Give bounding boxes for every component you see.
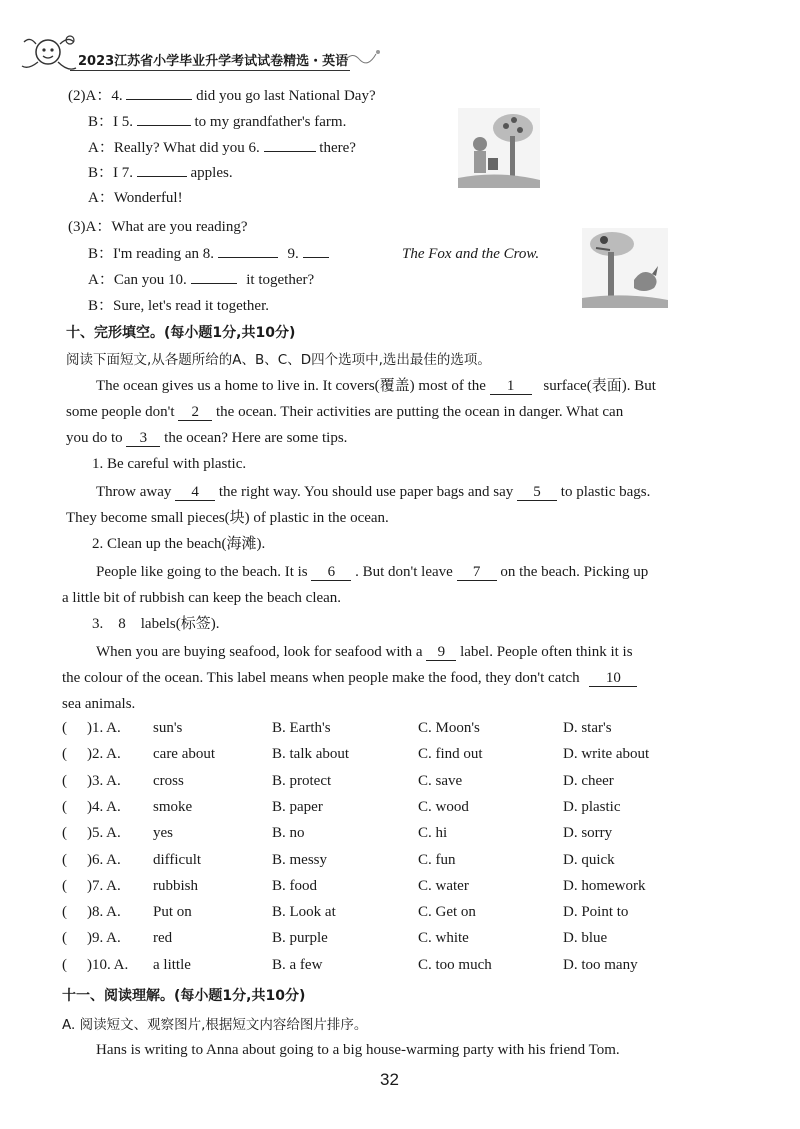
option-d[interactable]: D. blue: [563, 930, 608, 946]
line-text: you do to: [66, 430, 123, 446]
page-number: 32: [380, 1070, 399, 1089]
tip-1: 1. Be careful with plastic.: [92, 456, 247, 472]
passage-line-3: [66, 428, 347, 448]
line-text: label. People often think it is: [460, 644, 633, 660]
option-a[interactable]: sun's: [153, 720, 183, 736]
book-title: The Fox and the Crow.: [402, 246, 540, 262]
passage-line-7: a little bit of rubbish can keep the beach clean.: [62, 590, 342, 606]
line-text: to plastic bags.: [560, 484, 651, 500]
passage-line-1: [96, 376, 656, 396]
option-d[interactable]: D. homework: [563, 878, 646, 894]
option-c[interactable]: C. fun: [418, 852, 456, 868]
section-10-title: 十、完形填空。(每小题1分,共10分): [66, 325, 296, 341]
farm-picture: [458, 108, 540, 188]
line-text: to my grandfather's farm.: [194, 114, 347, 130]
line-text: labels(标签).: [140, 616, 220, 632]
option-c[interactable]: C. water: [418, 878, 469, 894]
option-c[interactable]: C. white: [418, 930, 469, 946]
reading-passage-line-1: Hans is writing to Anna about going to a big house-warming party with his friend Tom.: [96, 1042, 620, 1058]
line-text: it together?: [246, 272, 315, 288]
cloze-blank-8[interactable]: 8: [118, 616, 126, 632]
line-text: A：Really? What did you 6.: [88, 140, 260, 156]
option-a[interactable]: cross: [153, 773, 184, 789]
question-number: )6. A.: [87, 852, 121, 868]
option-c[interactable]: C. hi: [418, 825, 448, 841]
option-d[interactable]: D. plastic: [563, 799, 621, 815]
dialogue2-line-1: [68, 86, 376, 106]
cloze-blank-7[interactable]: 7: [457, 564, 497, 581]
option-d[interactable]: D. write about: [563, 746, 650, 762]
option-b[interactable]: B. purple: [272, 930, 328, 946]
question-number: )3. A.: [87, 773, 121, 789]
answer-paren[interactable]: (: [62, 852, 67, 868]
answer-paren[interactable]: (: [62, 746, 67, 762]
tip-number: 3.: [92, 616, 104, 632]
passage-line-5: They become small pieces(块) of plastic in the ocean.: [66, 510, 389, 526]
section-10-instruction: 阅读下面短文,从各题所给的A、B、C、D四个选项中,选出最佳的选项。: [66, 352, 491, 368]
passage-line-6: [96, 562, 648, 582]
option-d[interactable]: D. star's: [563, 720, 612, 736]
line-text: People like going to the beach. It is: [96, 564, 308, 580]
option-b[interactable]: B. messy: [272, 852, 328, 868]
option-b[interactable]: B. paper: [272, 799, 323, 815]
dialogue3-line-4: B：Sure, let's read it together.: [88, 298, 269, 314]
option-c[interactable]: C. Moon's: [418, 720, 480, 736]
answer-paren[interactable]: (: [62, 904, 67, 920]
answer-blank-5[interactable]: [137, 125, 191, 126]
tip-2: 2. Clean up the beach(海滩).: [92, 536, 266, 552]
option-b[interactable]: B. protect: [272, 773, 332, 789]
cloze-blank-9[interactable]: 9: [426, 644, 456, 661]
header-rule: [70, 70, 350, 71]
line-text: the ocean? Here are some tips.: [164, 430, 348, 446]
dialogue2-line-4: [88, 163, 233, 183]
option-a[interactable]: difficult: [153, 852, 202, 868]
option-b[interactable]: B. food: [272, 878, 317, 894]
cloze-blank-1[interactable]: 1: [490, 378, 532, 395]
cloze-blank-2[interactable]: 2: [178, 404, 212, 421]
passage-line-9: [62, 668, 637, 688]
line-text: B：I 5.: [88, 114, 134, 130]
option-a[interactable]: yes: [153, 825, 173, 841]
answer-blank-10[interactable]: [191, 283, 237, 284]
option-a[interactable]: Put on: [153, 904, 192, 920]
answer-paren[interactable]: (: [62, 930, 67, 946]
option-d[interactable]: D. cheer: [563, 773, 614, 789]
dialogue3-line-1: (3)A：What are you reading?: [68, 219, 248, 235]
fox-and-crow-picture: [582, 228, 668, 308]
header-ornament: [342, 46, 382, 68]
line-text: 9.: [287, 246, 299, 262]
option-c[interactable]: C. too much: [418, 957, 492, 973]
dialogue2-line-2: [88, 112, 346, 132]
line-text: surface(表面). But: [543, 378, 656, 394]
section-11-instruction: A. 阅读短文、观察图片,根据短文内容给图片排序。: [62, 1017, 368, 1033]
line-text: did you go last National Day?: [196, 88, 376, 104]
line-text: the colour of the ocean. This label means when people make the food, they don't catch: [62, 670, 580, 686]
line-text: some people don't: [66, 404, 175, 420]
question-number: )8. A.: [87, 904, 121, 920]
tip-3: [92, 614, 219, 634]
cloze-blank-5[interactable]: 5: [517, 484, 557, 501]
answer-blank-7[interactable]: [137, 176, 187, 177]
section-11-title: 十一、阅读理解。(每小题1分,共10分): [62, 988, 306, 1004]
option-d[interactable]: D. Point to: [563, 904, 629, 920]
answer-paren[interactable]: (: [62, 957, 67, 973]
passage-line-4: [96, 482, 650, 502]
line-text: (2)A：4.: [68, 88, 123, 104]
option-a[interactable]: care about: [153, 746, 216, 762]
line-text: there?: [319, 140, 356, 156]
answer-blank-9[interactable]: [303, 257, 329, 258]
option-d[interactable]: D. too many: [563, 957, 638, 973]
answer-paren[interactable]: (: [62, 773, 67, 789]
option-a[interactable]: red: [153, 930, 173, 946]
option-b[interactable]: B. a few: [272, 957, 323, 973]
answer-paren[interactable]: (: [62, 825, 67, 841]
option-c[interactable]: C. wood: [418, 799, 469, 815]
answer-paren[interactable]: (: [62, 720, 67, 736]
question-number: )5. A.: [87, 825, 121, 841]
passage-line-8: [96, 642, 633, 662]
line-text: apples.: [190, 165, 233, 181]
answer-paren[interactable]: (: [62, 799, 67, 815]
header-title: 2023江苏省小学毕业升学考试试卷精选・英语: [78, 54, 349, 69]
line-text: The ocean gives us a home to live in. It covers(覆盖) most of the: [96, 378, 486, 394]
option-a[interactable]: a little: [153, 957, 191, 973]
answer-paren[interactable]: (: [62, 878, 67, 894]
dialogue2-line-5: A：Wonderful!: [88, 190, 183, 206]
passage-line-2: [66, 402, 623, 422]
dialogue2-line-3: [88, 138, 356, 158]
cloze-blank-10[interactable]: 10: [589, 670, 637, 687]
question-number: )7. A.: [87, 878, 121, 894]
option-d[interactable]: D. sorry: [563, 825, 613, 841]
line-text: . But don't leave: [355, 564, 453, 580]
line-text: B：I'm reading an 8.: [88, 246, 215, 262]
question-number: )9. A.: [87, 930, 121, 946]
dialogue3-line-2: [88, 244, 329, 264]
question-number: )2. A.: [87, 746, 121, 762]
line-text: the right way. You should use paper bags and say: [218, 484, 514, 500]
option-c[interactable]: C. Get on: [418, 904, 476, 920]
line-text: B：I 7.: [88, 165, 134, 181]
option-b[interactable]: B. Earth's: [272, 720, 331, 736]
cloze-blank-6[interactable]: 6: [311, 564, 351, 581]
line-text: When you are buying seafood, look for seafood with a: [96, 644, 423, 660]
option-c[interactable]: C. save: [418, 773, 463, 789]
line-text: A：Can you 10.: [88, 272, 187, 288]
option-b[interactable]: B. Look at: [272, 904, 336, 920]
option-b[interactable]: B. no: [272, 825, 305, 841]
answer-blank-8[interactable]: [218, 257, 278, 258]
question-number: )10. A.: [87, 957, 129, 973]
cloze-blank-4[interactable]: 4: [175, 484, 215, 501]
dialogue3-line-3: [88, 270, 314, 290]
cloze-blank-3[interactable]: 3: [126, 430, 160, 447]
line-text: on the beach. Picking up: [500, 564, 649, 580]
question-number: )4. A.: [87, 799, 121, 815]
answer-blank-6[interactable]: [264, 151, 316, 152]
option-d[interactable]: D. quick: [563, 852, 615, 868]
line-text: the ocean. Their activities are putting the ocean in danger. What can: [216, 404, 624, 420]
answer-blank-4[interactable]: [126, 99, 192, 100]
question-number: )1. A.: [87, 720, 121, 736]
option-a[interactable]: smoke: [153, 799, 193, 815]
passage-line-10: sea animals.: [62, 696, 136, 712]
option-a[interactable]: rubbish: [153, 878, 198, 894]
option-b[interactable]: B. talk about: [272, 746, 350, 762]
line-text: Throw away: [96, 484, 172, 500]
option-c[interactable]: C. find out: [418, 746, 483, 762]
